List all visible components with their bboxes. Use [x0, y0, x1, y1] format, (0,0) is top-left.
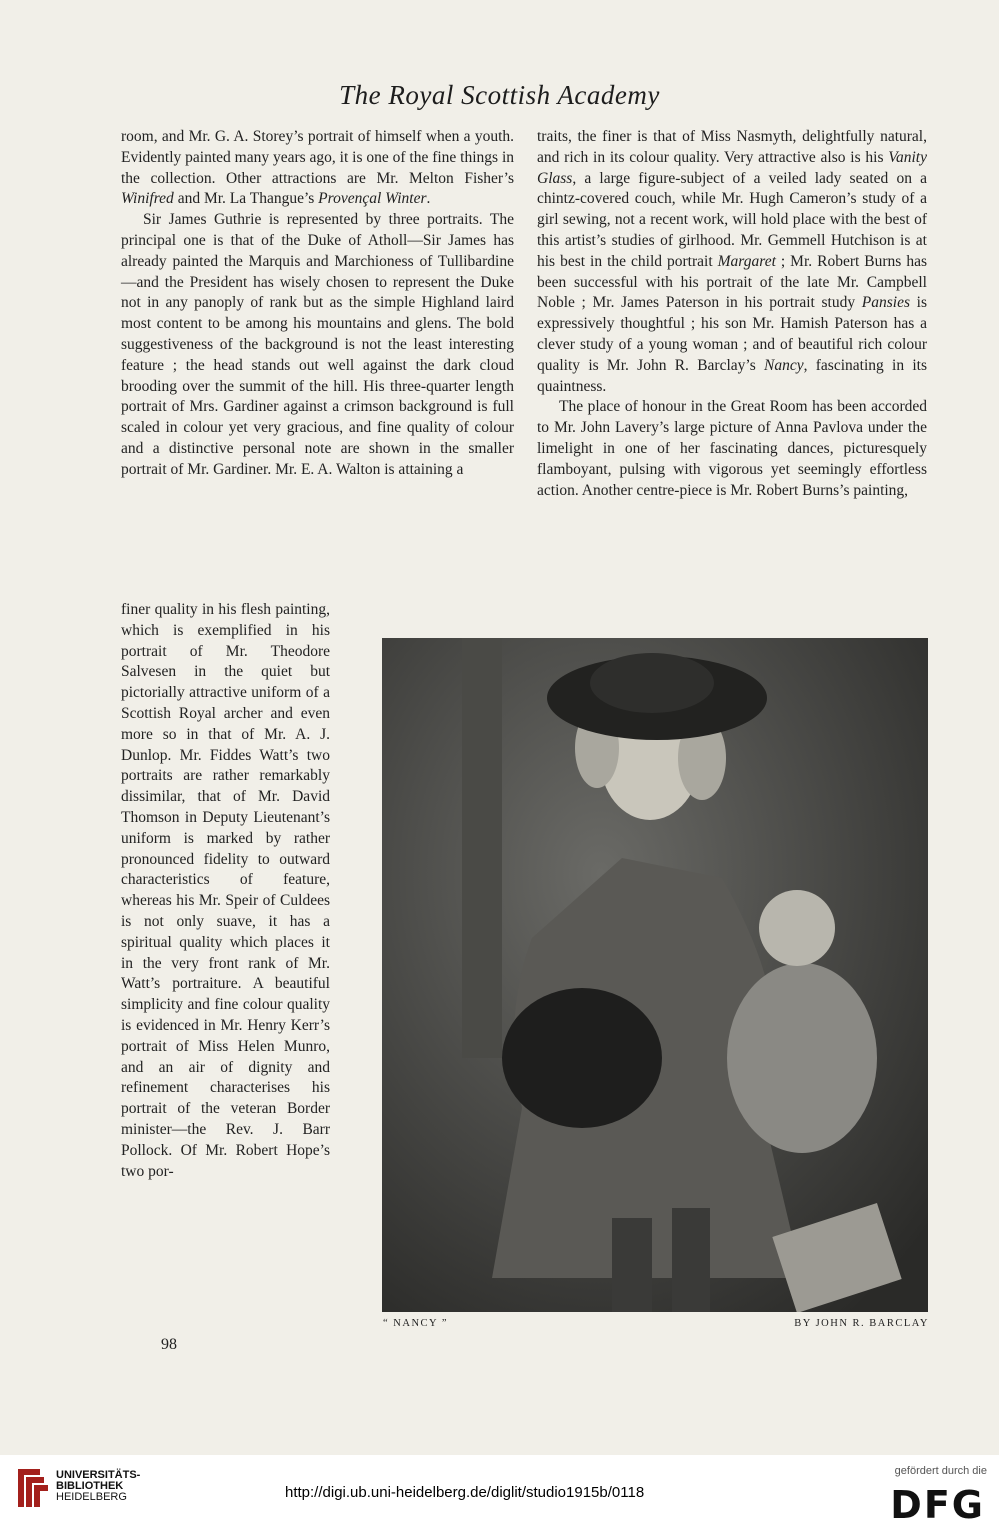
running-header: The Royal Scottish Academy — [339, 80, 660, 110]
paragraph: The place of honour in the Great Room has been accorded to Mr. John Lavery’s large picture of Anna Pavlova under the limelight in one of her fascinating dances, picturesquely flamboyant, pulsing with vigorous yet seemingly effortless action. Another centre-piece is Mr. Robert Burns’s painting, — [537, 398, 927, 499]
library-name: UNIVERSITÄTS- BIBLIOTHEK HEIDELBERG — [56, 1469, 141, 1503]
figure-caption-artist: BY JOHN R. BARCLAY — [794, 1318, 929, 1329]
footer — [0, 1455, 999, 1533]
paragraph: finer quality in his flesh painting, which is exemplified in his portrait of Mr. Theodore Salvesen in the quiet but pictorially attractive uniform of a Scottish Royal archer and even more so in that of Mr. A. J. Dunlop. Mr. Fiddes Watt’s two portraits are rather remarkably dissimilar, that of Mr. David Thomson in Deputy Lieutenant’s uniform is marked by rather pronounced fidelity to outward characteristics of feature, whereas his Mr. Speir of Culdees is not only suave, it has a spiritual quality which places it in the very front rank of Mr. Watt’s portraiture. A beautiful simplicity and fine colour quality is evidenced in Mr. Henry Kerr’s portrait of Miss Helen Munro, and an air of dignity and refinement characterises his portrait of the veteran Border minister—the Rev. J. Barr Pollock. Of Mr. Robert Hope’s two por- — [121, 601, 330, 1180]
figure-caption-title: “ NANCY ” — [383, 1318, 449, 1329]
painting-illustration — [382, 638, 928, 1312]
painting-image — [382, 638, 928, 1312]
paragraph: room, and Mr. G. A. Storey’s portrait of himself when a youth. Evidently painted many years ago, it is one of the fine things in the collection. Other attractions are Mr. Melton Fisher’s Winifred and Mr. La Thangue’s Provençal Winter. — [121, 128, 515, 208]
paragraph: traits, the finer is that of Miss Nasmyth, delightfully natural, and rich in its colour quality. Very attractive also is his Vanity Glass, a large figure-subject of a veiled lady seated on a chintz-covered couch, while Mr. Hugh Cameron’s study of a girl sewing, not a recent work, will hold place with the best of this artist’s studies of girlhood. Mr. Gemmell Hutchison is at his best in the child portrait Margaret ; Mr. Robert Burns has been successful with his portrait of the late Mr. Campbell Noble ; Mr. James Paterson in his portrait study Pansies is expressively thoughtful ; his son Mr. Hamish Paterson has a clever study of a young woman ; and of beautiful rich colour quality is Mr. John R. Barclay’s Nancy, fascinating in its quaintness. — [537, 128, 928, 395]
page-number: 98 — [161, 1336, 177, 1353]
source-url-link[interactable]: http://digi.ub.uni-heidelberg.de/diglit/studio1915b/0118 — [285, 1484, 645, 1501]
right-column-text — [537, 127, 927, 501]
left-column-text — [121, 127, 514, 481]
library-logo-icon — [10, 1463, 50, 1513]
left-narrow-column-text — [121, 600, 330, 1182]
paragraph: Sir James Guthrie is represented by three portraits. The principal one is that of the Duke of Atholl—Sir James has already painted the Marquis and Marchioness of Tullibardine—and the President has wisely chosen to represent the Duke not in any panoply of rank but as the simple Highland laird most content to be among his mountains and glens. The bold suggestiveness of the background is not the least interesting feature ; the head stands out well against the dark cloud brooding over the summit of the hill. His three-quarter length portrait of Mrs. Gardiner against a crimson background is full scaled in colour yet very gracious, and fine quality of colour and a distinctive personal note are shown in the smaller portrait of Mr. Gardiner. Mr. E. A. Walton is attaining a — [121, 211, 514, 478]
funded-by-label: gefördert durch die — [894, 1465, 987, 1477]
dfg-logo: DFG — [890, 1483, 985, 1527]
